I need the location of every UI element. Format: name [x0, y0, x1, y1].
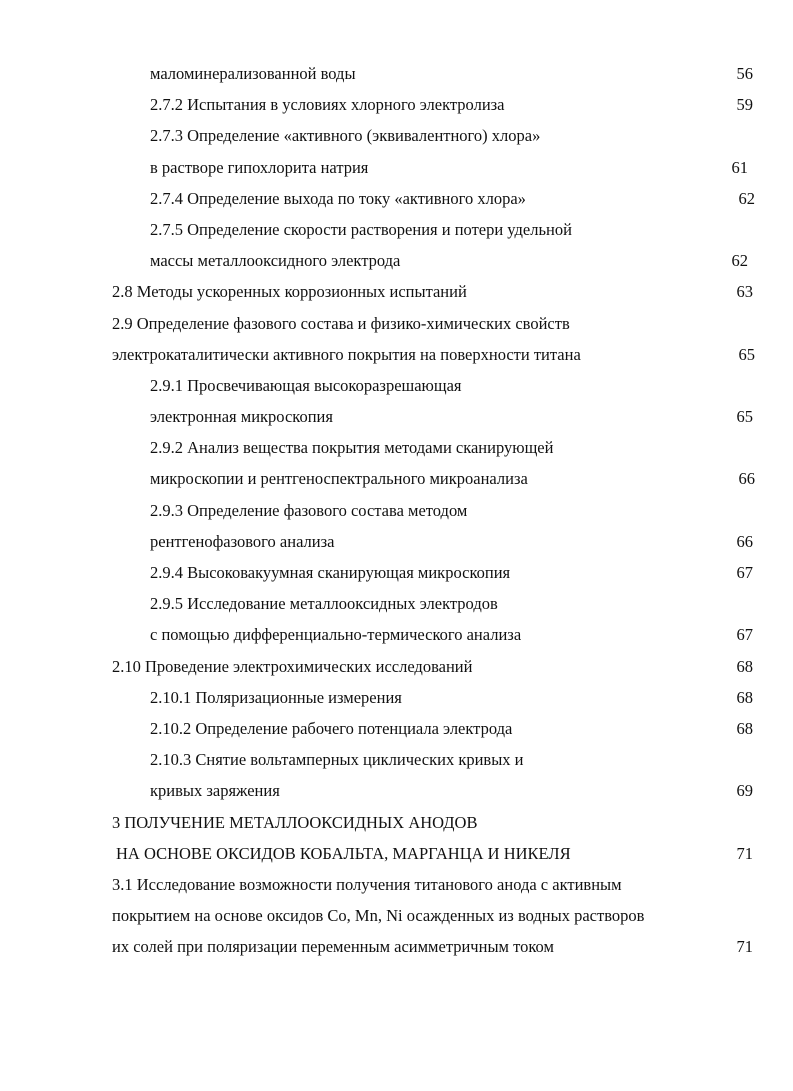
toc-entry-text: 3.1 Исследование возможности получения титанового анода с активным [112, 874, 622, 894]
toc-line [0, 775, 793, 806]
toc-entry-text: 2.7.3 Определение «активного (эквивалентного) хлора» [150, 126, 541, 146]
toc-entry-text: 2.7.5 Определение скорости растворения и потери удельной [150, 219, 572, 239]
toc-entry-text: 3 ПОЛУЧЕНИЕ МЕТАЛЛООКСИДНЫХ АНОДОВ [112, 812, 478, 832]
toc-line [0, 588, 793, 619]
toc-entry-text: покрытием на основе оксидов Co, Mn, Ni осажденных из водных растворов [112, 906, 645, 926]
toc-line [0, 245, 793, 276]
toc-entry-text: 2.7.2 Испытания в условиях хлорного электролиза [150, 95, 505, 115]
toc-entry-text: 2.9.4 Высоковакуумная сканирующая микроскопия [150, 563, 511, 582]
toc-line [0, 214, 793, 245]
toc-entry-text: 2.9 Определение фазового состава и физико-химических свойств [112, 313, 570, 333]
table-of-contents [0, 58, 793, 962]
toc-entry-text: 2.8 Методы ускоренных коррозионных испытаний [112, 282, 467, 302]
toc-entry-text: 2.10.2 Определение рабочего потенциала электрода [150, 718, 513, 738]
toc-line [0, 183, 793, 214]
toc-page-number: 59 [736, 95, 753, 115]
toc-entry-text: 2.9.2 Анализ вещества покрытия методами сканирующей [150, 438, 554, 458]
toc-line [0, 152, 793, 183]
toc-line [0, 869, 793, 900]
toc-line [0, 557, 793, 588]
toc-entry-text: кривых заряжения [150, 781, 280, 801]
toc-line [0, 619, 793, 650]
toc-entry-text: 2.10.1 Поляризационные измерения [150, 687, 402, 707]
toc-entry-text: микроскопии и рентгеноспектрального микроанализа [150, 469, 528, 489]
toc-page-number: 67 [736, 625, 753, 645]
toc-line [0, 838, 793, 869]
toc-line [0, 495, 793, 526]
toc-entry-text: 2.9.3 Определение фазового состава методом [150, 500, 468, 520]
toc-page-number: 71 [736, 937, 753, 957]
toc-line [0, 526, 793, 557]
toc-page-number: 67 [736, 563, 753, 582]
toc-page-number: 66 [738, 469, 755, 489]
toc-line [0, 807, 793, 838]
toc-line [0, 900, 793, 931]
toc-line [0, 432, 793, 463]
toc-entry-text: 2.10.3 Снятие вольтамперных циклических кривых и [150, 750, 524, 770]
toc-line [0, 58, 793, 89]
toc-page-number: 65 [738, 344, 755, 364]
toc-line [0, 931, 793, 962]
toc-line [0, 308, 793, 339]
toc-page-number: 69 [736, 781, 753, 801]
toc-entry-text: маломинерализованной воды [150, 64, 356, 83]
toc-entry-text: массы металлооксидного электрода [150, 251, 401, 271]
toc-line [0, 401, 793, 432]
toc-entry-text: НА ОСНОВЕ ОКСИДОВ КОБАЛЬТА, МАРГАНЦА И НИКЕЛЯ [116, 843, 571, 863]
toc-page-number: 71 [736, 843, 753, 863]
toc-line [0, 339, 793, 370]
toc-page-number: 65 [736, 407, 753, 427]
toc-entry-text: электронная микроскопия [150, 407, 333, 427]
toc-line [0, 463, 793, 494]
toc-entry-text: с помощью дифференциально-термического анализа [150, 625, 522, 645]
toc-entry-text: 2.7.4 Определение выхода по току «активного хлора» [150, 188, 526, 208]
toc-entry-text: 2.9.5 Исследование металлооксидных электродов [150, 594, 498, 614]
toc-page-number: 68 [736, 656, 753, 676]
toc-line [0, 744, 793, 775]
toc-page-number: 68 [736, 718, 753, 738]
toc-page-number: 68 [736, 687, 753, 707]
toc-page-number: 63 [736, 282, 753, 302]
toc-page-number: 66 [736, 531, 753, 551]
toc-entry-text: 2.10 Проведение электрохимических исследований [112, 656, 473, 676]
toc-entry-text: в растворе гипохлорита натрия [150, 157, 369, 177]
toc-entry-text: электрокаталитически активного покрытия на поверхности титана [112, 344, 581, 364]
toc-page-number: 62 [738, 188, 755, 208]
toc-line [0, 89, 793, 120]
toc-line [0, 276, 793, 307]
toc-line [0, 651, 793, 682]
toc-line [0, 682, 793, 713]
toc-entry-text: 2.9.1 Просвечивающая высокоразрешающая [150, 375, 462, 395]
toc-entry-text: рентгенофазового анализа [150, 531, 335, 551]
toc-line [0, 120, 793, 151]
toc-page-number: 56 [736, 64, 753, 83]
toc-entry-text: их солей при поляризации переменным асимметричным током [112, 937, 554, 957]
toc-line [0, 713, 793, 744]
toc-line [0, 370, 793, 401]
toc-page-number: 62 [731, 251, 748, 271]
toc-page-number: 61 [731, 157, 748, 177]
